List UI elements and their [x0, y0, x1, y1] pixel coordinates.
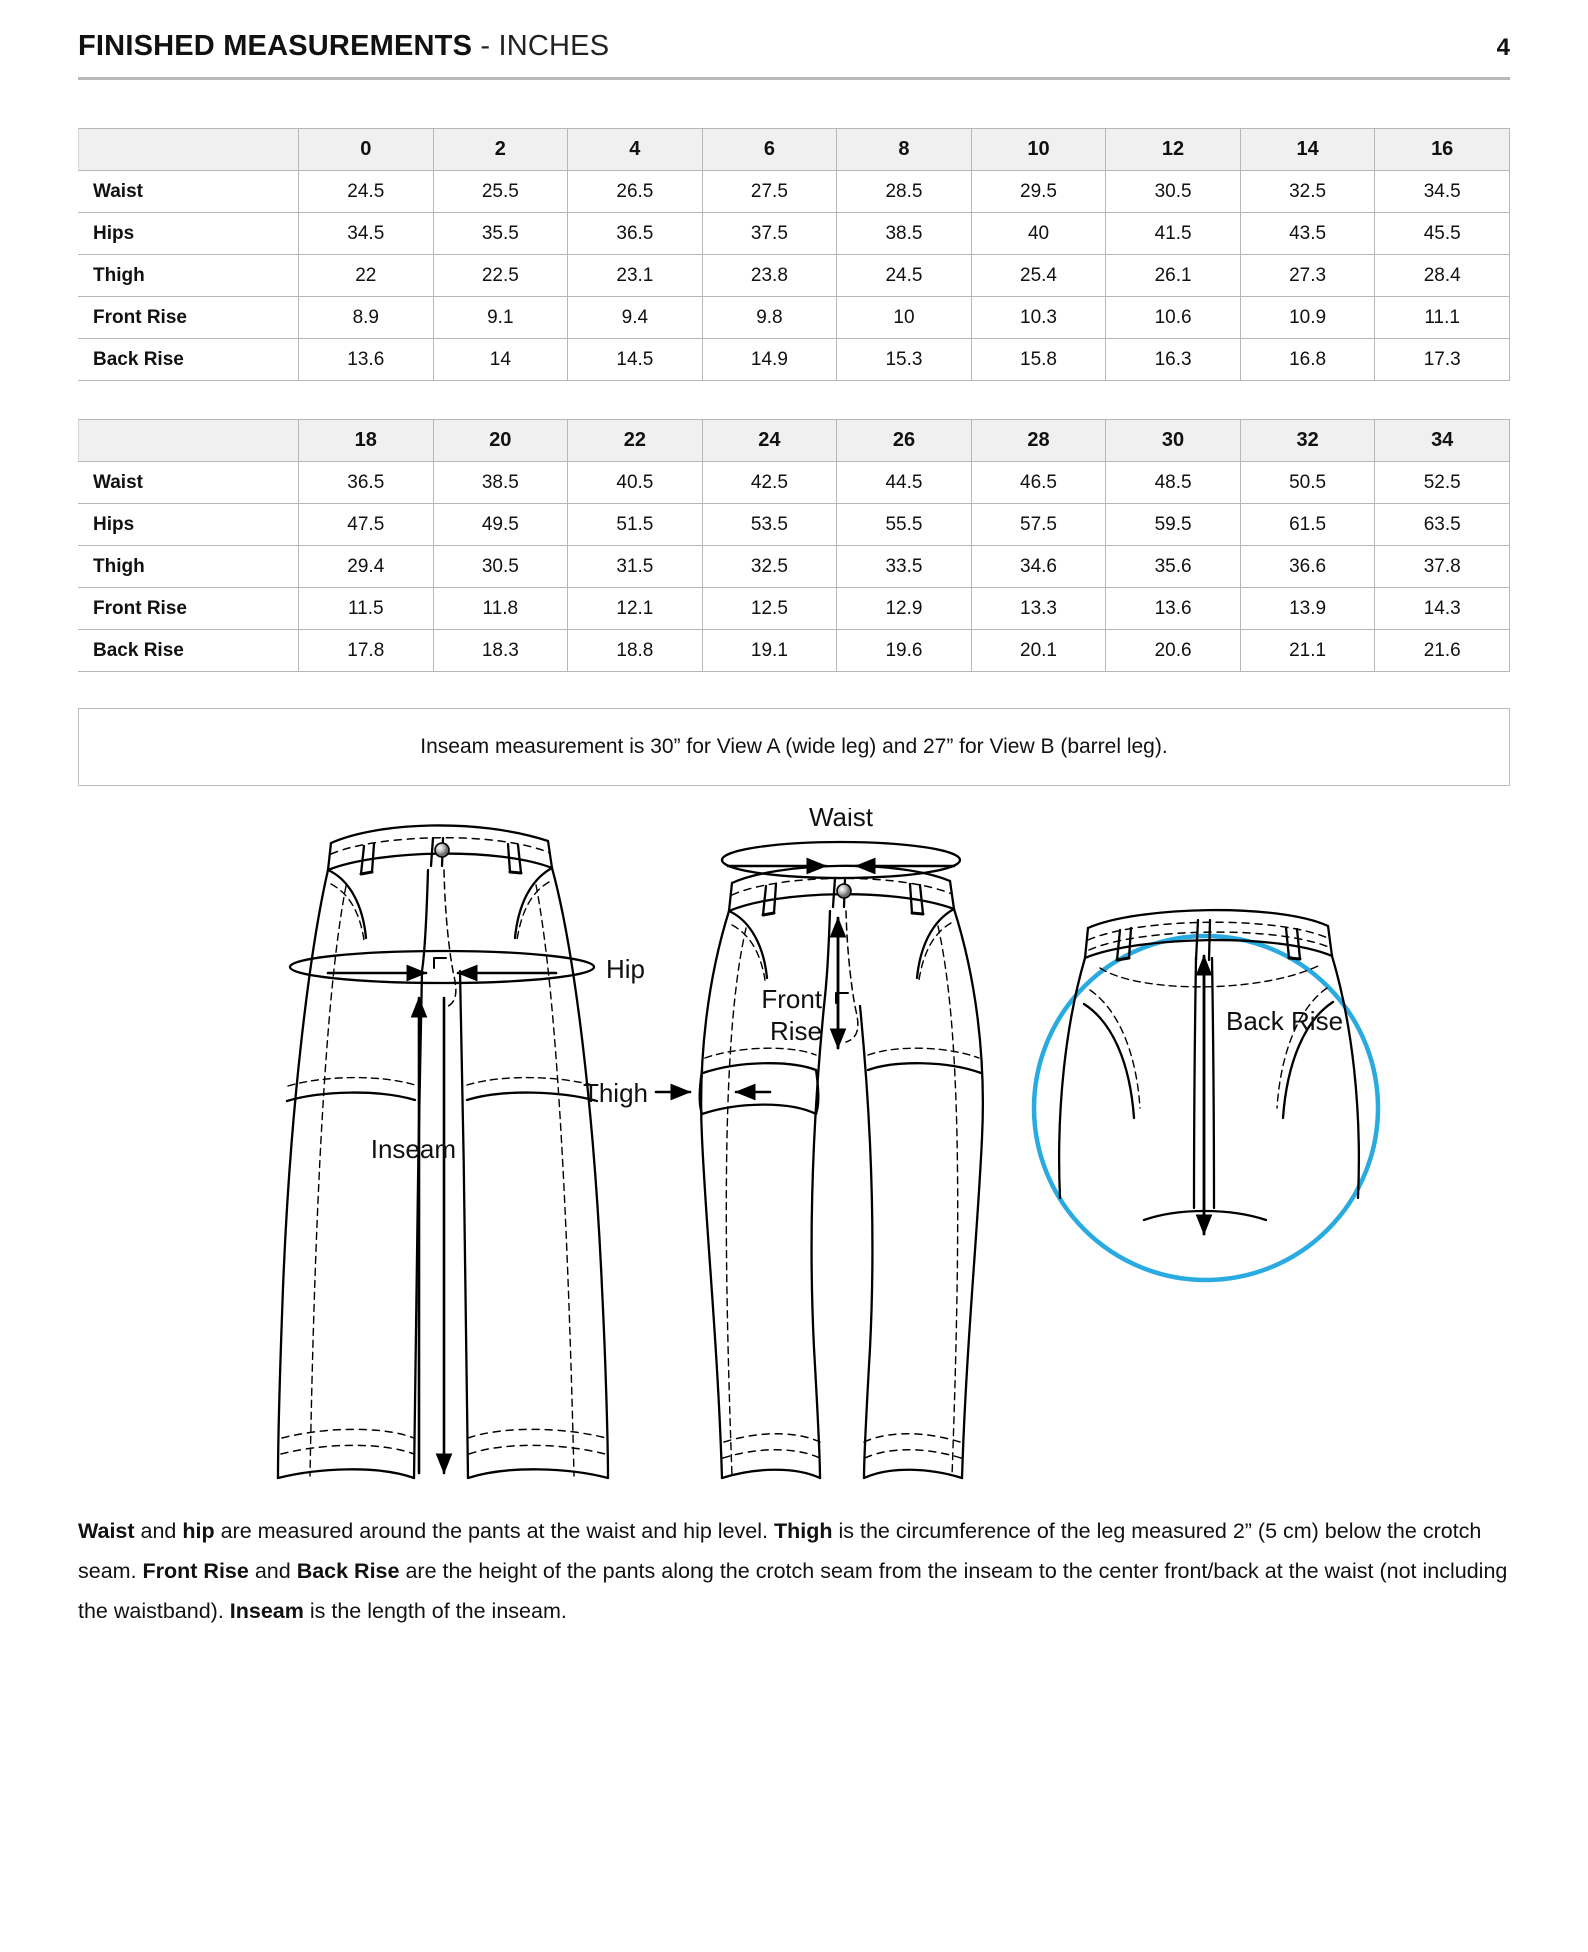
table-row [79, 588, 1510, 630]
column-header: 34 [1375, 420, 1510, 462]
table-cell: 15.3 [837, 339, 972, 381]
inseam-note-box [78, 708, 1510, 786]
table-cell: 14 [433, 339, 568, 381]
table-cell: 36.5 [299, 462, 434, 504]
page-title-light: - INCHES [472, 30, 610, 62]
column-header: 6 [702, 129, 837, 171]
table-row [79, 255, 1510, 297]
emphasis-term: hip [182, 1519, 215, 1543]
table-cell: 37.5 [702, 213, 837, 255]
table-cell: 22.5 [433, 255, 568, 297]
table-cell: 35.6 [1106, 546, 1241, 588]
table-cell: 44.5 [837, 462, 972, 504]
table-row [79, 462, 1510, 504]
row-label: Waist [79, 171, 299, 213]
column-header: 16 [1375, 129, 1510, 171]
table-cell: 14.9 [702, 339, 837, 381]
table-cell: 21.1 [1240, 630, 1375, 672]
emphasis-term: Inseam [229, 1598, 304, 1623]
row-label: Back Rise [79, 630, 299, 672]
table-cell: 20.6 [1106, 630, 1241, 672]
row-label: Back Rise [79, 339, 299, 381]
emphasis-term: Front Rise [142, 1558, 249, 1583]
table-cell: 38.5 [837, 213, 972, 255]
table-cell: 42.5 [702, 462, 837, 504]
table-cell: 16.8 [1240, 339, 1375, 381]
table-cell: 49.5 [433, 504, 568, 546]
table-cell: 11.8 [433, 588, 568, 630]
column-header: 0 [299, 129, 434, 171]
body-text: is the length of the inseam. [303, 1598, 567, 1623]
table-cell: 24.5 [837, 255, 972, 297]
pants-diagram-svg [78, 808, 1510, 1498]
table-row [79, 546, 1510, 588]
table-cell: 17.8 [299, 630, 434, 672]
table-cell: 57.5 [971, 504, 1106, 546]
column-header: 32 [1240, 420, 1375, 462]
table-cell: 40 [971, 213, 1106, 255]
table-cell: 45.5 [1375, 213, 1510, 255]
column-header: 8 [837, 129, 972, 171]
table-cell: 18.8 [568, 630, 703, 672]
table-cell: 8.9 [299, 297, 434, 339]
table-corner-cell [79, 420, 299, 462]
table-row [79, 630, 1510, 672]
row-label: Hips [79, 504, 299, 546]
table-cell: 32.5 [702, 546, 837, 588]
table-cell: 41.5 [1106, 213, 1241, 255]
body-text: are measured around the pants at the waist and hip level. [214, 1519, 774, 1543]
hip-measurement-indicator [290, 951, 594, 983]
body-text: are the height of the pants along the crotch seam from the inseam to the center front/back at the waist (not including the waistband). [78, 1558, 1508, 1623]
table-cell: 24.5 [299, 171, 434, 213]
table-cell: 34.6 [971, 546, 1106, 588]
column-header: 30 [1106, 420, 1241, 462]
body-text: is the circumference of the leg measured 2” (5 cm) below the crotch seam. [78, 1519, 1482, 1583]
table-cell: 23.1 [568, 255, 703, 297]
table-cell: 14.5 [568, 339, 703, 381]
table-cell: 19.1 [702, 630, 837, 672]
header-divider [78, 77, 1510, 80]
table-cell: 10.3 [971, 297, 1106, 339]
table-cell: 19.6 [837, 630, 972, 672]
technical-drawing-illustration [78, 808, 1510, 1498]
table-row [79, 297, 1510, 339]
table-cell: 11.5 [299, 588, 434, 630]
column-header: 24 [702, 420, 837, 462]
column-header: 14 [1240, 129, 1375, 171]
table-cell: 55.5 [837, 504, 972, 546]
page-title [78, 30, 609, 63]
measurements-table-sizes-18-34 [78, 419, 1510, 672]
emphasis-term: Waist [78, 1519, 135, 1543]
table-cell: 50.5 [1240, 462, 1375, 504]
column-header: 28 [971, 420, 1106, 462]
table-cell: 13.3 [971, 588, 1106, 630]
column-header: 18 [299, 420, 434, 462]
table-cell: 13.6 [1106, 588, 1241, 630]
label-front-rise-line1: Front [761, 984, 822, 1014]
label-hip: Hip [606, 954, 646, 984]
view-b-barrel-leg-front [656, 842, 983, 1478]
table-row [79, 213, 1510, 255]
column-header: 4 [568, 129, 703, 171]
table-cell: 52.5 [1375, 462, 1510, 504]
table-cell: 27.5 [702, 171, 837, 213]
label-front-rise-line2: Rise [769, 1016, 822, 1046]
table-cell: 63.5 [1375, 504, 1510, 546]
table-cell: 53.5 [702, 504, 837, 546]
column-header: 10 [971, 129, 1106, 171]
page-header [78, 0, 1510, 63]
table-cell: 13.6 [299, 339, 434, 381]
table-cell: 25.5 [433, 171, 568, 213]
body-text: and [134, 1519, 183, 1543]
table-cell: 26.5 [568, 171, 703, 213]
table-cell: 36.6 [1240, 546, 1375, 588]
table-cell: 14.3 [1375, 588, 1510, 630]
row-label: Front Rise [79, 297, 299, 339]
inseam-measurement-indicator [419, 998, 444, 1473]
table-cell: 20.1 [971, 630, 1106, 672]
table-cell: 23.8 [702, 255, 837, 297]
label-thigh: Thigh [582, 1078, 648, 1108]
table-cell: 38.5 [433, 462, 568, 504]
table-cell: 35.5 [433, 213, 568, 255]
column-header: 20 [433, 420, 568, 462]
table-cell: 11.1 [1375, 297, 1510, 339]
table-cell: 37.8 [1375, 546, 1510, 588]
table-row [79, 504, 1510, 546]
row-label: Hips [79, 213, 299, 255]
column-header: 12 [1106, 129, 1241, 171]
table-cell: 9.1 [433, 297, 568, 339]
table-cell: 30.5 [433, 546, 568, 588]
table-cell: 36.5 [568, 213, 703, 255]
table-cell: 16.3 [1106, 339, 1241, 381]
table-corner-cell [79, 129, 299, 171]
table-cell: 47.5 [299, 504, 434, 546]
column-header: 26 [837, 420, 972, 462]
table-cell: 10 [837, 297, 972, 339]
body-text: and [248, 1558, 297, 1583]
table-cell: 12.9 [837, 588, 972, 630]
table-cell: 40.5 [568, 462, 703, 504]
table-cell: 46.5 [971, 462, 1106, 504]
row-label: Thigh [79, 546, 299, 588]
label-back-rise: Back Rise [1226, 1006, 1344, 1036]
table-cell: 43.5 [1240, 213, 1375, 255]
table-cell: 18.3 [433, 630, 568, 672]
row-label: Waist [79, 462, 299, 504]
table-cell: 32.5 [1240, 171, 1375, 213]
table-header-row [79, 129, 1510, 171]
table-cell: 34.5 [1375, 171, 1510, 213]
page-number: 4 [1496, 34, 1510, 61]
table-cell: 28.5 [837, 171, 972, 213]
table-cell: 17.3 [1375, 339, 1510, 381]
page-title-bold: FINISHED MEASUREMENTS [78, 30, 473, 62]
table-cell: 29.5 [971, 171, 1106, 213]
label-waist: Waist [808, 808, 874, 832]
column-header: 22 [568, 420, 703, 462]
column-header: 2 [433, 129, 568, 171]
table-cell: 34.5 [299, 213, 434, 255]
table-cell: 51.5 [568, 504, 703, 546]
table-cell: 30.5 [1106, 171, 1241, 213]
table-cell: 59.5 [1106, 504, 1241, 546]
table-cell: 27.3 [1240, 255, 1375, 297]
table-cell: 10.6 [1106, 297, 1241, 339]
emphasis-term: Thigh [773, 1519, 833, 1543]
back-rise-detail-callout [1034, 910, 1378, 1280]
measurements-table-sizes-0-16 [78, 128, 1510, 381]
table-cell: 15.8 [971, 339, 1106, 381]
table-cell: 26.1 [1106, 255, 1241, 297]
row-label: Front Rise [79, 588, 299, 630]
table-row [79, 339, 1510, 381]
table-cell: 12.5 [702, 588, 837, 630]
table-cell: 48.5 [1106, 462, 1241, 504]
inseam-note-text: Inseam measurement is 30” for View A (wide leg) and 27” for View B (barrel leg). [420, 735, 1168, 758]
table-cell: 9.4 [568, 297, 703, 339]
table-cell: 21.6 [1375, 630, 1510, 672]
measurement-description-paragraph [78, 1512, 1510, 1631]
table-cell: 29.4 [299, 546, 434, 588]
table-cell: 12.1 [568, 588, 703, 630]
label-inseam: Inseam [370, 1134, 456, 1164]
table-cell: 9.8 [702, 297, 837, 339]
table-cell: 33.5 [837, 546, 972, 588]
row-label: Thigh [79, 255, 299, 297]
table-cell: 10.9 [1240, 297, 1375, 339]
table-row [79, 171, 1510, 213]
table-cell: 25.4 [971, 255, 1106, 297]
table-cell: 22 [299, 255, 434, 297]
table-cell: 31.5 [568, 546, 703, 588]
table-cell: 28.4 [1375, 255, 1510, 297]
emphasis-term: Back Rise [296, 1558, 400, 1583]
table-header-row [79, 420, 1510, 462]
table-cell: 61.5 [1240, 504, 1375, 546]
table-cell: 13.9 [1240, 588, 1375, 630]
